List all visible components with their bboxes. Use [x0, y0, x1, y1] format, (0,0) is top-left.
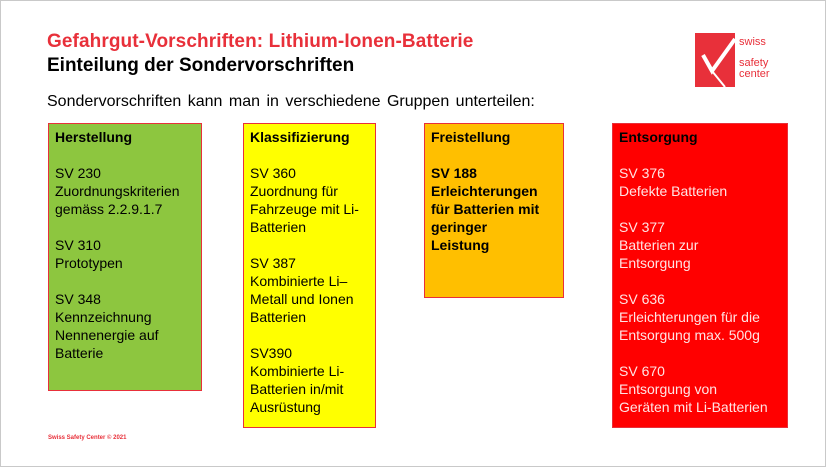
- slide-subtitle: Einteilung der Sondervorschriften: [47, 55, 355, 76]
- slide-title: Gefahrgut-Vorschriften: Lithium-Ionen-Batterie: [47, 31, 474, 52]
- logo-word-center: center: [739, 68, 770, 80]
- logo-word-safety: safety: [739, 57, 769, 69]
- group-entry: [55, 290, 195, 362]
- entry-code: SV 310: [55, 237, 101, 253]
- group-entry: [55, 236, 195, 272]
- entry-text: Entsorgung von Geräten mit Li-Batterien: [619, 381, 768, 415]
- entry-text: Erleichterungen für die Entsorgung max. 500g: [619, 309, 760, 343]
- footer-copyright: Swiss Safety Center © 2021: [48, 435, 127, 441]
- entry-code: SV 387: [250, 255, 296, 271]
- entry-code: SV 230: [55, 165, 101, 181]
- entry-code: SV 636: [619, 291, 665, 307]
- group-entry: [55, 164, 195, 218]
- group-entry: [250, 254, 369, 326]
- group-entry: [431, 164, 557, 254]
- logo-wordmark: [739, 37, 770, 80]
- group-entry: [619, 290, 781, 344]
- group-klassifizierung: [243, 123, 376, 428]
- entry-text: Erleichterungen für Batterien mit geringer Leistung: [431, 183, 540, 253]
- group-freistellung: [424, 123, 564, 298]
- entry-text: Batterien zur Entsorgung: [619, 237, 699, 271]
- entry-code: SV 376: [619, 165, 665, 181]
- group-heading: Entsorgung: [619, 129, 698, 145]
- entry-code: SV 670: [619, 363, 665, 379]
- logo-word-swiss: swiss: [739, 36, 766, 48]
- entry-text: Defekte Batterien: [619, 183, 728, 199]
- group-entry: [250, 164, 369, 236]
- entry-code: SV 360: [250, 165, 296, 181]
- intro-text: Sondervorschriften kann man in verschiedene Gruppen unterteilen:: [47, 93, 535, 110]
- group-heading: Freistellung: [431, 129, 511, 145]
- entry-code: SV 348: [55, 291, 101, 307]
- group-entry: [619, 362, 781, 416]
- group-herstellung: [48, 123, 202, 391]
- entry-text: Kennzeichnung Nennenergie auf Batterie: [55, 309, 159, 361]
- entry-code: SV 377: [619, 219, 665, 235]
- entry-text: Zuordnung für Fahrzeuge mit Li- Batterien: [250, 183, 359, 235]
- entry-text: Kombinierte Li– Metall und Ionen Batterien: [250, 273, 354, 325]
- group-heading: Herstellung: [55, 129, 133, 145]
- group-entsorgung: [612, 123, 788, 428]
- group-entry: [250, 344, 369, 416]
- entry-text: Kombinierte Li- Batterien in/mit Ausrüstung: [250, 363, 345, 415]
- group-heading: Klassifizierung: [250, 129, 350, 145]
- entry-text: Zuordnungskriterien gemäss 2.2.9.1.7: [55, 183, 180, 217]
- entry-code: SV390: [250, 345, 293, 361]
- group-entry: [619, 164, 781, 200]
- entry-code: SV 188: [431, 165, 477, 181]
- group-entry: [619, 218, 781, 272]
- entry-text: Prototypen: [55, 255, 123, 271]
